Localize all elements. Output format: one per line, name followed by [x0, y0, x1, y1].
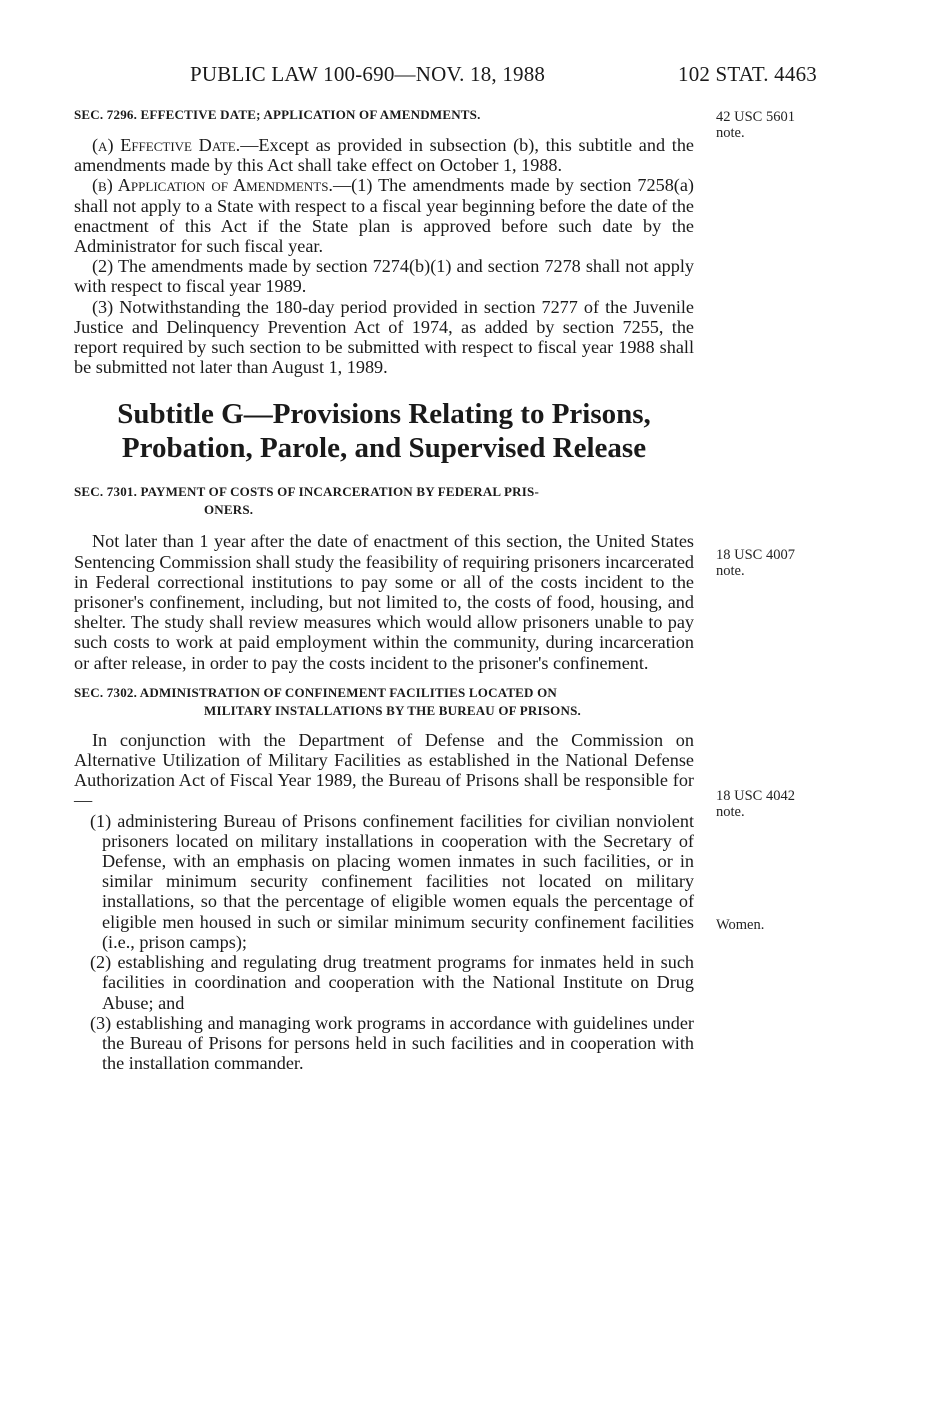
- caption-application-of-amendments: (b) Application of Amendments.: [92, 175, 333, 196]
- paragraph-7296-b3: (3) Notwithstanding the 180-day period provided in section 7277 of the Juvenile Justice and Delinquency Prevention Act of 1974, as added by section 7255, the report required by such section to be submitted with respect to fiscal year 1988 shall be submitted not later than August 1, 1989.: [74, 296, 694, 378]
- paragraph-7302-item-2: (2) establishing and regulating drug treatment programs for inmates held in such facilities in coordination and cooperation with the National Institute on Drug Abuse; and: [90, 952, 694, 1013]
- running-header-title: PUBLIC LAW 100-690—NOV. 18, 1988: [190, 62, 546, 86]
- main-text: [74, 106, 694, 1073]
- margin-note-women: Women.: [716, 917, 765, 933]
- margin-note-sec7302: 18 USC 4042 note.: [716, 788, 795, 820]
- section-heading-7296: SEC. 7296. EFFECTIVE DATE; APPLICATION OF AMENDMENTS.: [74, 107, 481, 122]
- margin-note-sec7296: 42 USC 5601 note.: [716, 109, 795, 141]
- section-heading-7301: SEC. 7301. PAYMENT OF COSTS OF INCARCERATION BY FEDERAL PRIS- ONERS.: [74, 484, 539, 518]
- paragraph-7296-a: (a) Effective Date.—Except as provided in subsection (b), this subtitle and the amendments made by this Act shall take effect on October 1, 1988.: [74, 135, 694, 176]
- section-heading-7302: SEC. 7302. ADMINISTRATION OF CONFINEMENT FACILITIES LOCATED ON MILITARY INSTALLATIONS BY THE BUREAU OF PRISONS.: [74, 684, 581, 718]
- margin-note-sec7301: 18 USC 4007 note.: [716, 547, 795, 579]
- paragraph-7296-b2: (2) The amendments made by section 7274(b)(1) and section 7278 shall not apply with respect to fiscal year 1989.: [74, 256, 694, 297]
- running-header-page: 102 STAT. 4463: [678, 62, 817, 86]
- paragraph-7301: Not later than 1 year after the date of enactment of this section, the United States Sentencing Commission shall study the feasibility of requiring prisoners incarcerated in Federal correctional institutions to pay some or all of the costs incident to the prisoner's confinement, including, but not limited to, the costs of food, housing, and shelter. The study shall review measures which would allow prisoners unable to pay such costs to work at paid employment within the community, during incarceration or after release, in order to pay the costs incident to the prisoner's confinement.: [74, 531, 694, 673]
- subtitle-line-2: Probation, Parole, and Supervised Release: [121, 432, 647, 465]
- caption-effective-date: (a) Effective Date.: [92, 135, 241, 155]
- subtitle-heading: [74, 397, 694, 465]
- paragraph-7302-item-3: (3) establishing and managing work programs in accordance with guidelines under the Bureau of Prisons for persons held in such facilities and in cooperation with the installation commander.: [90, 1012, 694, 1074]
- paragraph-7302-intro: In conjunction with the Department of Defense and the Commission on Alternative Utilization of Military Facilities as established in the National Defense Authorization Act of Fiscal Year 1989, the Bureau of Prisons shall be responsible for—: [74, 729, 694, 811]
- subtitle-line-1: Subtitle G—Provisions Relating to Prisons,: [117, 398, 651, 431]
- paragraph-7302-item-1: (1) administering Bureau of Prisons confinement facilities for civilian nonviolent prisoners located on military installations in cooperation with the Secretary of Defense, with an emphasis on placing women inmates in such facilities, or in similar minimum security confinement facilities not located on military installations, so that the percentage of eligible women equals the percentage of eligible men housed in such or similar minimum security confinement facilities (i.e., prison camps);: [90, 810, 694, 952]
- paragraph-7296-b: (b) Application of Amendments.—(1) The amendments made by section 7258(a) shall not apply to a State with respect to a fiscal year beginning before the date of the enactment of this Act if the State plan is approved before such date by the Administrator for such fiscal year.: [74, 175, 694, 257]
